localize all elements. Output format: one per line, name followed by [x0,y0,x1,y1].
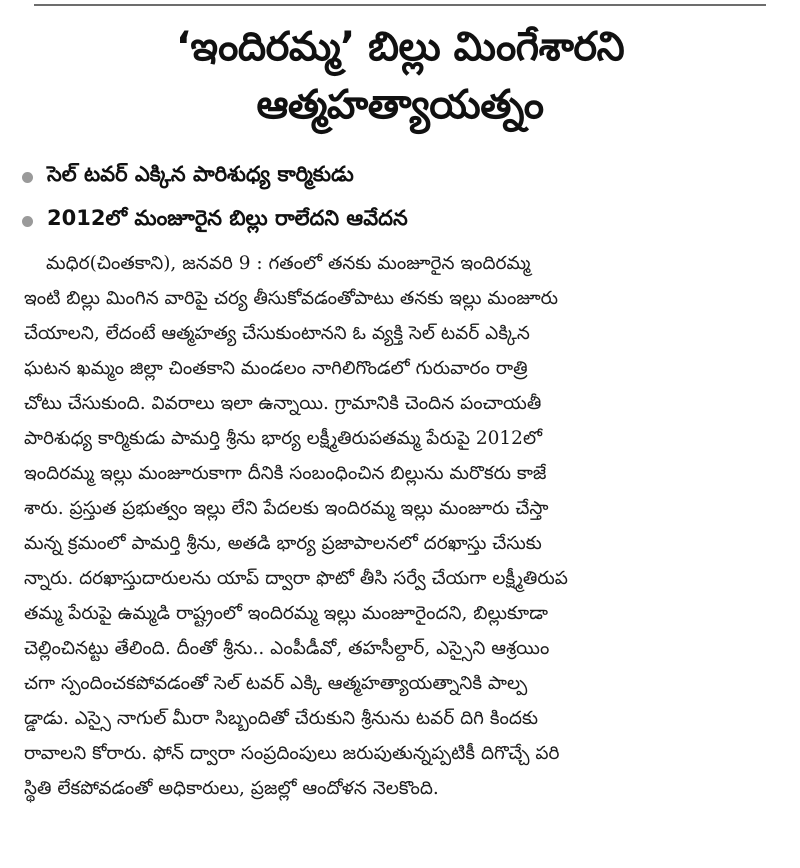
body-line: డ్డాడు. ఎస్సై నాగుల్ మీరా సిబ్బందితో చేరుకుని శ్రీనును టవర్ దిగి కిందకు [24,708,539,729]
article-body [24,246,760,806]
body-line: చేయాలని, లేదంటే ఆత్మహత్య చేసుకుంటానని ఓ వ్యక్తి సెల్ టవర్ ఎక్కిన [24,323,530,344]
bullet-icon [22,216,33,227]
body-line: చెల్లించినట్టు తేలింది. దీంతో శ్రీను.. ఎంపీడీవో, తహసీల్దార్, ఎస్సైని ఆశ్రయిం [24,638,550,659]
body-line: ఇంటి బిల్లు మింగిన వారిపై చర్య తీసుకోవడంతోపాటు తనకు ఇల్లు మంజూరు [24,288,559,309]
body-line: స్థితి లేకపోవడంతో అధికారులు, ప్రజల్లో ఆందోళన నెలకొంది. [24,778,439,799]
body-line: ఇందిరమ్మ ఇల్లు మంజూరుకాగా దీనికి సంబంధించిన బిల్లును మరొకరు కాజే [24,463,547,484]
subhead-text: సెల్ టవర్ ఎక్కిన పారిశుధ్య కార్మికుడు [47,162,354,186]
body-line: శారు. ప్రస్తుత ప్రభుత్వం ఇల్లు లేని పేదలకు ఇందిరమ్మ ఇల్లు మంజూరు చేస్తా [24,498,549,519]
body-line: మన్న క్రమంలో పామర్తి శ్రీను, అతడి భార్య ప్రజాపాలనలో దరఖాస్తు చేసుకు [24,533,542,554]
subheads [22,160,780,248]
subhead [22,204,780,238]
body-line: తమ్మ పేరుపై ఉమ్మడి రాష్ట్రంలో ఇందిరమ్మ ఇల్లు మంజూరైందని, బిల్లుకూడా [24,603,548,624]
subhead-text: 2012లో మంజూరైన బిల్లు రాలేదని ఆవేదన [47,206,408,230]
bullet-icon [22,172,33,183]
body-line: పారిశుధ్య కార్మికుడు పామర్తి శ్రీను భార్య లక్ష్మీతిరుపతమ్మ పేరుపై 2012లో [24,428,542,449]
body-line: చోటు చేసుకుంది. వివరాలు ఇలా ఉన్నాయి. గ్రామానికి చెందిన పంచాయతీ [24,393,542,414]
headline-line-1: ‘ఇందిరమ్మ’ బిల్లు మింగేశారని [175,24,625,70]
body-line: మధిర(చింతకాని), జనవరి 9 : గతంలో తనకు మంజూరైన ఇందిరమ్మ [46,253,531,274]
body-line: ఘటన ఖమ్మం జిల్లా చింతకాని మండలం నాగిలిగొండలో గురువారం రాత్రి [24,358,528,379]
headline-line-2: ఆత్మహత్యాయత్నం [256,82,544,128]
top-rule [34,4,766,6]
body-line: రావాలని కోరారు. ఫోన్ ద్వారా సంప్రదింపులు జరుపుతున్నప్పటికీ దిగొచ్చే పరి [24,743,560,764]
body-line: చగా స్పందించకపోవడంతో సెల్ టవర్ ఎక్కి ఆత్మహత్యాయత్నానికి పాల్ప [24,673,528,694]
subhead [22,160,780,194]
body-line: న్నారు. దరఖాస్తుదారులను యాప్ ద్వారా ఫొటో తీసి సర్వే చేయగా లక్ష్మీతిరుప [24,568,568,589]
headline [20,18,780,134]
